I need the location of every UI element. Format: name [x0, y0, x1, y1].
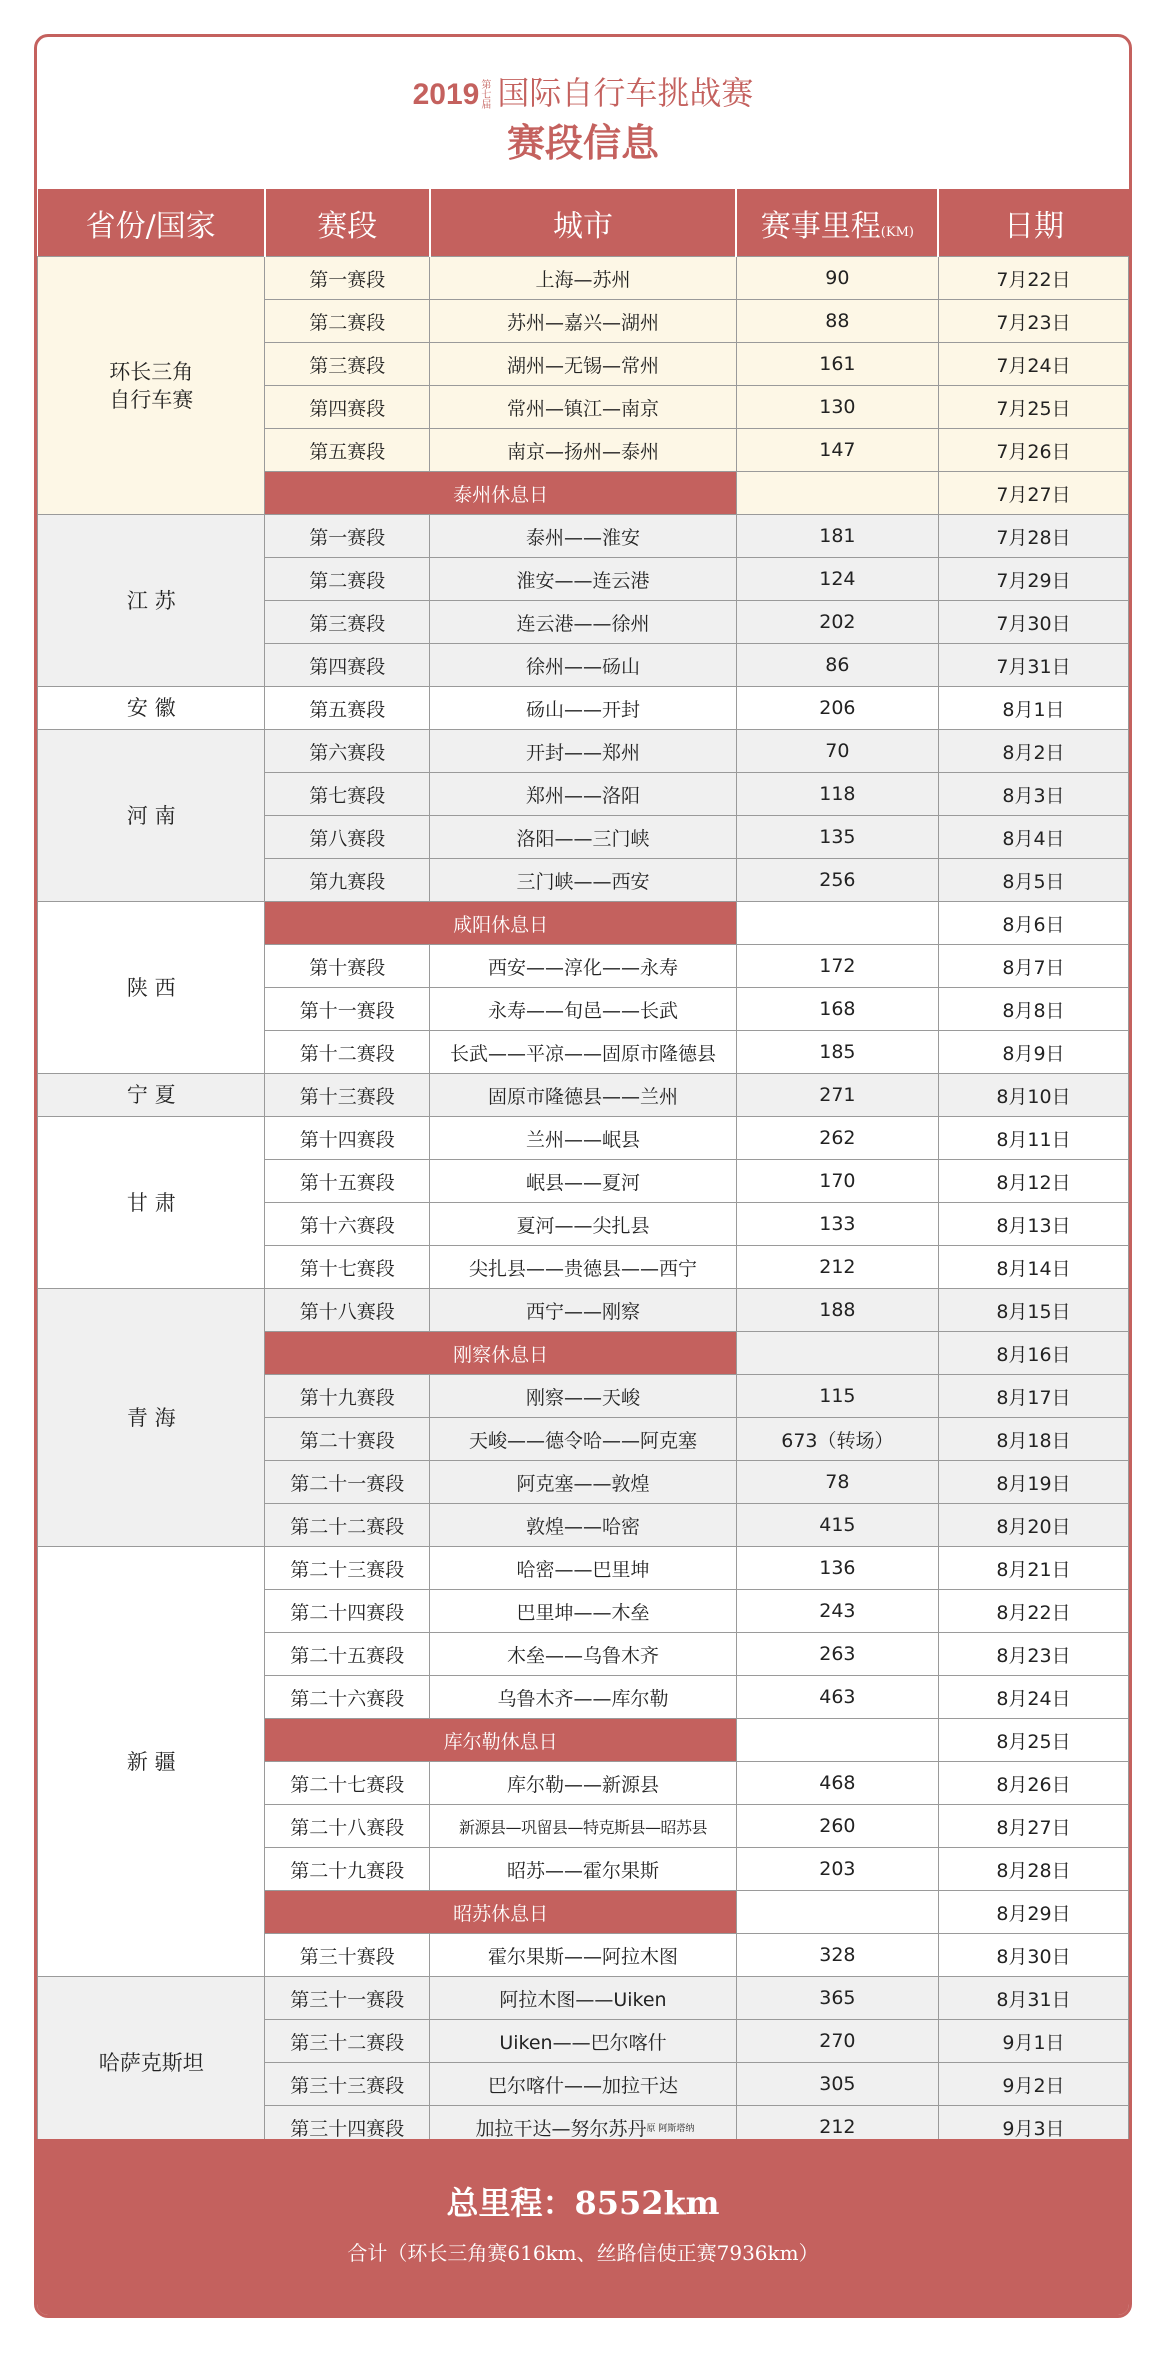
- stage-cell: 第八赛段: [265, 816, 430, 859]
- rest-day-label: 刚察休息日: [265, 1332, 736, 1375]
- date-cell: 8月24日: [938, 1676, 1128, 1719]
- date-cell: 7月28日: [938, 515, 1128, 558]
- city-route: 兰州——岷县: [525, 1128, 640, 1151]
- city-cell: [430, 1934, 737, 1977]
- table-row: [38, 687, 1129, 730]
- stage-cell: 第二十一赛段: [265, 1461, 430, 1504]
- city-route: 岷县——夏河: [525, 1171, 640, 1194]
- city-route: 刚察——天峻: [525, 1386, 640, 1409]
- city-cell: [430, 1633, 737, 1676]
- date-cell: 8月2日: [938, 730, 1128, 773]
- distance-cell: 136: [736, 1547, 938, 1590]
- date-cell: 7月29日: [938, 558, 1128, 601]
- date-cell: 8月26日: [938, 1762, 1128, 1805]
- city-route: 加拉干达—努尔苏丹: [475, 2117, 647, 2140]
- city-route: 西宁——刚察: [525, 1300, 640, 1323]
- city-cell: [430, 1977, 737, 2020]
- distance-cell: 365: [736, 1977, 938, 2020]
- city-cell: [430, 859, 737, 902]
- city-cell: [430, 1375, 737, 1418]
- province-cell: [38, 1547, 265, 1977]
- col-header-city: 城市: [430, 189, 737, 257]
- city-cell: [430, 429, 737, 472]
- stage-cell: 第二十九赛段: [265, 1848, 430, 1891]
- table-row: [38, 1074, 1129, 1117]
- province-label: 江 苏: [126, 588, 176, 613]
- date-cell: 7月27日: [938, 472, 1128, 515]
- stage-cell: 第二赛段: [265, 558, 430, 601]
- event-year: 2019: [412, 78, 480, 111]
- stage-cell: 第十三赛段: [265, 1074, 430, 1117]
- province-cell: [38, 1289, 265, 1547]
- date-cell: 8月6日: [938, 902, 1128, 945]
- distance-cell: 135: [736, 816, 938, 859]
- stage-cell: 第十六赛段: [265, 1203, 430, 1246]
- stage-cell: 第十五赛段: [265, 1160, 430, 1203]
- stage-cell: 第十九赛段: [265, 1375, 430, 1418]
- city-cell: [430, 1031, 737, 1074]
- rest-day-label: 泰州休息日: [265, 472, 736, 515]
- stage-cell: 第三赛段: [265, 343, 430, 386]
- province-cell: [38, 1977, 265, 2149]
- city-route: 淮安——连云港: [516, 569, 650, 592]
- distance-cell: 188: [736, 1289, 938, 1332]
- distance-cell: 262: [736, 1117, 938, 1160]
- distance-cell: 305: [736, 2063, 938, 2106]
- event-title: [37, 37, 1129, 117]
- city-cell: [430, 644, 737, 687]
- distance-cell: 168: [736, 988, 938, 1031]
- distance-cell: 78: [736, 1461, 938, 1504]
- distance-breakdown: 合计（环长三角赛616km、丝路信使正赛7936km）: [347, 2241, 819, 2265]
- date-cell: 8月11日: [938, 1117, 1128, 1160]
- distance-cell: 118: [736, 773, 938, 816]
- city-cell: [430, 1289, 737, 1332]
- province-label: 新 疆: [126, 1749, 176, 1774]
- stage-cell: 第十二赛段: [265, 1031, 430, 1074]
- edition-label: 第七届: [481, 79, 492, 111]
- city-route: 洛阳——三门峡: [516, 827, 650, 850]
- stage-cell: 第五赛段: [265, 429, 430, 472]
- distance-cell: 161: [736, 343, 938, 386]
- total-distance: 总里程：8552km: [446, 2184, 720, 2222]
- stage-cell: 第二十二赛段: [265, 1504, 430, 1547]
- date-cell: 8月28日: [938, 1848, 1128, 1891]
- stage-cell: 第一赛段: [265, 515, 430, 558]
- province-cell: [38, 687, 265, 730]
- date-cell: 8月30日: [938, 1934, 1128, 1977]
- city-route: 永寿——旬邑——长武: [487, 999, 678, 1022]
- city-route: 敦煌——哈密: [525, 1515, 640, 1538]
- date-cell: 8月22日: [938, 1590, 1128, 1633]
- date-cell: 8月5日: [938, 859, 1128, 902]
- stage-cell: 第二十六赛段: [265, 1676, 430, 1719]
- col-header-province: 省份/国家: [38, 189, 265, 257]
- distance-cell: 130: [736, 386, 938, 429]
- date-cell: 8月29日: [938, 1891, 1128, 1934]
- stage-cell: 第二十五赛段: [265, 1633, 430, 1676]
- distance-cell: 328: [736, 1934, 938, 1977]
- col-header-distance-unit: (KM): [880, 224, 914, 240]
- date-cell: 8月7日: [938, 945, 1128, 988]
- distance-cell: 115: [736, 1375, 938, 1418]
- distance-cell: 181: [736, 515, 938, 558]
- city-route: 连云港——徐州: [516, 612, 650, 635]
- city-cell: [430, 945, 737, 988]
- distance-cell: 263: [736, 1633, 938, 1676]
- distance-cell: [736, 902, 938, 945]
- city-route: 湖州—无锡—常州: [506, 354, 659, 377]
- city-note: 原 阿斯塔纳: [646, 2123, 695, 2134]
- rest-day-label: 昭苏休息日: [265, 1891, 736, 1934]
- stage-cell: 第三赛段: [265, 601, 430, 644]
- table-header-row: [38, 189, 1129, 257]
- city-cell: [430, 1160, 737, 1203]
- distance-cell: [736, 472, 938, 515]
- city-cell: [430, 515, 737, 558]
- city-route: 昭苏——霍尔果斯: [506, 1859, 659, 1882]
- stage-cell: 第三十四赛段: [265, 2106, 430, 2149]
- table-row: [38, 1289, 1129, 1332]
- date-cell: 7月23日: [938, 300, 1128, 343]
- city-route: 阿拉木图——Uiken: [499, 1988, 667, 2011]
- date-cell: 8月12日: [938, 1160, 1128, 1203]
- distance-cell: 212: [736, 2106, 938, 2149]
- date-cell: 8月17日: [938, 1375, 1128, 1418]
- col-header-stage: 赛段: [265, 189, 430, 257]
- date-cell: 7月30日: [938, 601, 1128, 644]
- city-cell: [430, 601, 737, 644]
- city-route: 徐州——砀山: [525, 655, 640, 678]
- distance-cell: 256: [736, 859, 938, 902]
- city-route: 常州—镇江—南京: [506, 397, 659, 420]
- distance-cell: 271: [736, 1074, 938, 1117]
- distance-cell: 88: [736, 300, 938, 343]
- date-cell: 9月2日: [938, 2063, 1128, 2106]
- province-label: 宁 夏: [126, 1083, 176, 1107]
- table-row: [38, 730, 1129, 773]
- distance-cell: 673（转场）: [736, 1418, 938, 1461]
- distance-cell: 124: [736, 558, 938, 601]
- city-cell: [430, 773, 737, 816]
- city-cell: [430, 2063, 737, 2106]
- city-cell: [430, 1848, 737, 1891]
- event-name: 国际自行车挑战赛: [497, 74, 754, 112]
- distance-cell: [736, 1891, 938, 1934]
- city-route: 霍尔果斯——阿拉木图: [487, 1945, 678, 1968]
- city-route: 夏河——尖扎县: [516, 1214, 650, 1237]
- schedule-card: [34, 34, 1132, 2318]
- city-route: 砀山——开封: [525, 698, 640, 721]
- date-cell: 8月13日: [938, 1203, 1128, 1246]
- distance-cell: 90: [736, 257, 938, 300]
- stage-cell: 第三十三赛段: [265, 2063, 430, 2106]
- stage-cell: 第二十八赛段: [265, 1805, 430, 1848]
- date-cell: 8月15日: [938, 1289, 1128, 1332]
- city-route: 郑州——洛阳: [525, 784, 640, 807]
- province-label: 河 南: [126, 803, 176, 828]
- city-cell: [430, 300, 737, 343]
- stage-cell: 第二十七赛段: [265, 1762, 430, 1805]
- date-cell: 8月31日: [938, 1977, 1128, 2020]
- footer: [37, 2139, 1129, 2315]
- city-cell: [430, 257, 737, 300]
- stage-cell: 第二十三赛段: [265, 1547, 430, 1590]
- city-cell: [430, 558, 737, 601]
- city-route: 三门峡——西安: [516, 870, 650, 893]
- date-cell: 8月10日: [938, 1074, 1128, 1117]
- city-route: 开封——郑州: [525, 741, 640, 764]
- province-label: 哈萨克斯坦: [98, 2050, 204, 2075]
- province-label: 陕 西: [126, 975, 176, 1000]
- table-row: [38, 515, 1129, 558]
- table-body: [38, 257, 1129, 2149]
- date-cell: 7月26日: [938, 429, 1128, 472]
- distance-cell: 172: [736, 945, 938, 988]
- date-cell: 8月3日: [938, 773, 1128, 816]
- city-cell: [430, 1504, 737, 1547]
- distance-cell: 202: [736, 601, 938, 644]
- province-cell: [38, 515, 265, 687]
- distance-cell: 86: [736, 644, 938, 687]
- city-cell: [430, 1461, 737, 1504]
- city-route: 乌鲁木齐——库尔勒: [497, 1687, 669, 1710]
- distance-cell: 133: [736, 1203, 938, 1246]
- date-cell: 8月25日: [938, 1719, 1128, 1762]
- stage-cell: 第二赛段: [265, 300, 430, 343]
- city-route: 固原市隆德县——兰州: [487, 1085, 678, 1108]
- city-cell: [430, 2020, 737, 2063]
- table-row: [38, 1977, 1129, 2020]
- distance-cell: [736, 1719, 938, 1762]
- table-row: [38, 1117, 1129, 1160]
- city-cell: [430, 1203, 737, 1246]
- stage-cell: 第五赛段: [265, 687, 430, 730]
- distance-cell: 270: [736, 2020, 938, 2063]
- distance-cell: 147: [736, 429, 938, 472]
- province-cell: [38, 1117, 265, 1289]
- distance-cell: 170: [736, 1160, 938, 1203]
- table-row: [38, 1547, 1129, 1590]
- stage-cell: 第二十四赛段: [265, 1590, 430, 1633]
- stage-cell: 第三十一赛段: [265, 1977, 430, 2020]
- city-route: 巴尔喀什——加拉干达: [487, 2074, 678, 2097]
- date-cell: 8月9日: [938, 1031, 1128, 1074]
- city-cell: [430, 730, 737, 773]
- city-cell: [430, 988, 737, 1031]
- city-route: 上海—苏州: [535, 268, 631, 291]
- city-cell: [430, 1547, 737, 1590]
- city-cell: [430, 1246, 737, 1289]
- city-route: 苏州—嘉兴—湖州: [506, 311, 659, 334]
- province-label: 安 徽: [126, 696, 176, 720]
- date-cell: 8月4日: [938, 816, 1128, 859]
- stage-cell: 第四赛段: [265, 644, 430, 687]
- distance-cell: 468: [736, 1762, 938, 1805]
- distance-cell: 415: [736, 1504, 938, 1547]
- distance-cell: 212: [736, 1246, 938, 1289]
- city-route: 木垒——乌鲁木齐: [506, 1644, 659, 1667]
- date-cell: 8月1日: [938, 687, 1128, 730]
- date-cell: 8月14日: [938, 1246, 1128, 1289]
- distance-cell: [736, 1332, 938, 1375]
- city-route: 西安——淳化——永寿: [487, 956, 678, 979]
- stage-cell: 第三十赛段: [265, 1934, 430, 1977]
- city-route: 天峻——德令哈——阿克塞: [468, 1429, 697, 1452]
- stage-cell: 第十八赛段: [265, 1289, 430, 1332]
- stage-cell: 第十赛段: [265, 945, 430, 988]
- city-route: 巴里坤——木垒: [516, 1601, 650, 1624]
- city-route: 库尔勒——新源县: [506, 1773, 659, 1796]
- city-route: 尖扎县——贵德县——西宁: [468, 1257, 697, 1280]
- city-cell: [430, 1762, 737, 1805]
- date-cell: 7月24日: [938, 343, 1128, 386]
- city-route: 新源县—巩留县—特克斯县—昭苏县: [458, 1817, 707, 1837]
- date-cell: 9月3日: [938, 2106, 1128, 2149]
- city-cell: [430, 1676, 737, 1719]
- city-route: Uiken——巴尔喀什: [499, 2031, 667, 2054]
- distance-cell: 203: [736, 1848, 938, 1891]
- city-route: 长武——平凉——固原市隆德县: [449, 1042, 716, 1065]
- stage-table: [37, 189, 1129, 2149]
- province-label: 青 海: [126, 1405, 176, 1430]
- stage-cell: 第七赛段: [265, 773, 430, 816]
- stage-cell: 第九赛段: [265, 859, 430, 902]
- city-cell: [430, 343, 737, 386]
- date-cell: 7月31日: [938, 644, 1128, 687]
- stage-cell: 第十四赛段: [265, 1117, 430, 1160]
- date-cell: 8月18日: [938, 1418, 1128, 1461]
- date-cell: 7月22日: [938, 257, 1128, 300]
- stage-cell: 第十一赛段: [265, 988, 430, 1031]
- col-header-distance-label: 赛事里程: [760, 208, 881, 244]
- city-route: 哈密——巴里坤: [516, 1558, 650, 1581]
- stage-cell: 第三十二赛段: [265, 2020, 430, 2063]
- city-cell: [430, 1418, 737, 1461]
- table-row: [38, 257, 1129, 300]
- page-title: 赛段信息: [506, 120, 659, 165]
- city-cell: [430, 1117, 737, 1160]
- city-cell: [430, 816, 737, 859]
- province-cell: [38, 1074, 265, 1117]
- date-cell: 8月27日: [938, 1805, 1128, 1848]
- rest-day-label: 咸阳休息日: [265, 902, 736, 945]
- date-cell: 8月21日: [938, 1547, 1128, 1590]
- distance-cell: 243: [736, 1590, 938, 1633]
- city-cell: [430, 687, 737, 730]
- header: [37, 37, 1129, 189]
- date-cell: 7月25日: [938, 386, 1128, 429]
- distance-cell: 70: [736, 730, 938, 773]
- stage-cell: 第二十赛段: [265, 1418, 430, 1461]
- col-header-distance: [736, 189, 938, 257]
- city-route: 泰州——淮安: [525, 526, 640, 549]
- rest-day-row: [38, 902, 1129, 945]
- distance-cell: 260: [736, 1805, 938, 1848]
- stage-cell: 第四赛段: [265, 386, 430, 429]
- province-label: 环长三角 自行车赛: [109, 359, 194, 412]
- date-cell: 8月19日: [938, 1461, 1128, 1504]
- city-cell: [430, 1590, 737, 1633]
- date-cell: 8月23日: [938, 1633, 1128, 1676]
- date-cell: 9月1日: [938, 2020, 1128, 2063]
- date-cell: 8月20日: [938, 1504, 1128, 1547]
- province-cell: [38, 730, 265, 902]
- date-cell: 8月16日: [938, 1332, 1128, 1375]
- stage-cell: 第十七赛段: [265, 1246, 430, 1289]
- distance-cell: 206: [736, 687, 938, 730]
- province-cell: [38, 902, 265, 1074]
- city-route: 南京—扬州—泰州: [506, 440, 659, 463]
- rest-day-label: 库尔勒休息日: [265, 1719, 736, 1762]
- distance-cell: 463: [736, 1676, 938, 1719]
- city-cell: [430, 386, 737, 429]
- province-cell: [38, 257, 265, 515]
- city-cell: [430, 1805, 737, 1848]
- stage-cell: 第六赛段: [265, 730, 430, 773]
- city-route: 阿克塞——敦煌: [516, 1472, 650, 1495]
- city-cell: [430, 1074, 737, 1117]
- province-label: 甘 肃: [126, 1190, 176, 1215]
- date-cell: 8月8日: [938, 988, 1128, 1031]
- distance-cell: 185: [736, 1031, 938, 1074]
- col-header-date: 日期: [938, 189, 1128, 257]
- stage-cell: 第一赛段: [265, 257, 430, 300]
